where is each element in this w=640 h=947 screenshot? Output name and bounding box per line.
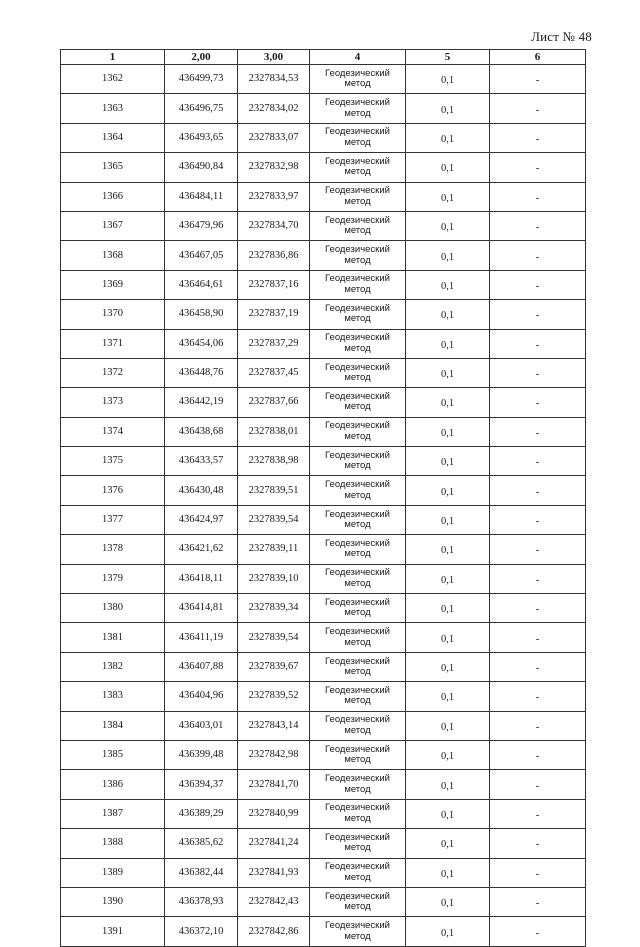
- method-text-line-1: Геодезический: [325, 596, 390, 608]
- note-cell: -: [490, 770, 586, 799]
- y-coordinate-cell: 2327832,98: [238, 153, 310, 182]
- x-coordinate-cell: 436382,44: [165, 858, 238, 887]
- method-text-line-2: метод: [344, 342, 371, 354]
- x-coordinate-cell: 436404,96: [165, 682, 238, 711]
- accuracy-cell: 0,1: [406, 740, 490, 769]
- table-row: [61, 505, 586, 534]
- method-text-line-2: метод: [344, 401, 371, 413]
- table-row: [61, 65, 586, 94]
- table-row: [61, 417, 586, 446]
- method-text-line-1: Геодезический: [325, 567, 390, 579]
- accuracy-cell: 0,1: [406, 358, 490, 387]
- x-coordinate-cell: 436385,62: [165, 829, 238, 858]
- table-row: [61, 594, 586, 623]
- method-cell: [310, 917, 406, 946]
- note-cell: -: [490, 740, 586, 769]
- x-coordinate-cell: 436496,75: [165, 94, 238, 123]
- point-number-cell: 1371: [61, 329, 165, 358]
- method-text-line-1: Геодезический: [325, 890, 390, 902]
- table-row: [61, 623, 586, 652]
- method-cell: [310, 447, 406, 476]
- note-cell: -: [490, 388, 586, 417]
- method-text-line-2: метод: [344, 577, 371, 589]
- point-number-cell: 1384: [61, 711, 165, 740]
- point-number-cell: 1373: [61, 388, 165, 417]
- method-cell: [310, 887, 406, 916]
- method-text-line-2: метод: [344, 107, 371, 119]
- method-cell: [310, 770, 406, 799]
- accuracy-cell: 0,1: [406, 182, 490, 211]
- point-number-cell: 1364: [61, 123, 165, 152]
- note-cell: -: [490, 917, 586, 946]
- table-row: [61, 241, 586, 270]
- method-cell: [310, 476, 406, 505]
- accuracy-cell: 0,1: [406, 917, 490, 946]
- note-cell: -: [490, 887, 586, 916]
- y-coordinate-cell: 2327841,24: [238, 829, 310, 858]
- table-row: [61, 652, 586, 681]
- x-coordinate-cell: 436394,37: [165, 770, 238, 799]
- method-text-line-2: метод: [344, 812, 371, 824]
- header-col-4: 4: [310, 50, 406, 65]
- table-row: [61, 123, 586, 152]
- accuracy-cell: 0,1: [406, 887, 490, 916]
- note-cell: -: [490, 799, 586, 828]
- x-coordinate-cell: 436378,93: [165, 887, 238, 916]
- note-cell: -: [490, 65, 586, 94]
- x-coordinate-cell: 436448,76: [165, 358, 238, 387]
- note-cell: -: [490, 623, 586, 652]
- note-cell: -: [490, 652, 586, 681]
- method-text-line-1: Геодезический: [325, 802, 390, 814]
- table-row: [61, 711, 586, 740]
- point-number-cell: 1367: [61, 211, 165, 240]
- header-col-3: 3,00: [238, 50, 310, 65]
- accuracy-cell: 0,1: [406, 623, 490, 652]
- x-coordinate-cell: 436372,10: [165, 917, 238, 946]
- method-text-line-2: метод: [344, 783, 371, 795]
- table-row: [61, 476, 586, 505]
- y-coordinate-cell: 2327837,66: [238, 388, 310, 417]
- x-coordinate-cell: 436403,01: [165, 711, 238, 740]
- y-coordinate-cell: 2327840,99: [238, 799, 310, 828]
- method-text-line-2: метод: [344, 548, 371, 560]
- method-cell: [310, 94, 406, 123]
- method-text-line-2: метод: [344, 313, 371, 325]
- method-text-line-2: метод: [344, 842, 371, 854]
- y-coordinate-cell: 2327834,70: [238, 211, 310, 240]
- x-coordinate-cell: 436438,68: [165, 417, 238, 446]
- note-cell: -: [490, 182, 586, 211]
- method-cell: [310, 182, 406, 211]
- note-cell: -: [490, 94, 586, 123]
- method-cell: [310, 329, 406, 358]
- table-row: [61, 917, 586, 946]
- note-cell: -: [490, 711, 586, 740]
- method-text-line-1: Геодезический: [325, 684, 390, 696]
- method-cell: [310, 711, 406, 740]
- point-number-cell: 1369: [61, 270, 165, 299]
- method-text-line-2: метод: [344, 901, 371, 913]
- x-coordinate-cell: 436499,73: [165, 65, 238, 94]
- method-text-line-1: Геодезический: [325, 67, 390, 79]
- x-coordinate-cell: 436464,61: [165, 270, 238, 299]
- point-number-cell: 1387: [61, 799, 165, 828]
- method-text-line-1: Геодезический: [325, 479, 390, 491]
- header-col-6: 6: [490, 50, 586, 65]
- x-coordinate-cell: 436493,65: [165, 123, 238, 152]
- method-cell: [310, 829, 406, 858]
- table-row: [61, 182, 586, 211]
- point-number-cell: 1365: [61, 153, 165, 182]
- x-coordinate-cell: 436458,90: [165, 300, 238, 329]
- x-coordinate-cell: 436418,11: [165, 564, 238, 593]
- note-cell: -: [490, 270, 586, 299]
- note-cell: -: [490, 829, 586, 858]
- note-cell: -: [490, 564, 586, 593]
- method-text-line-1: Геодезический: [325, 537, 390, 549]
- point-number-cell: 1368: [61, 241, 165, 270]
- y-coordinate-cell: 2327839,11: [238, 535, 310, 564]
- accuracy-cell: 0,1: [406, 211, 490, 240]
- point-number-cell: 1366: [61, 182, 165, 211]
- method-text-line-2: метод: [344, 430, 371, 442]
- method-text-line-2: метод: [344, 372, 371, 384]
- point-number-cell: 1376: [61, 476, 165, 505]
- x-coordinate-cell: 436411,19: [165, 623, 238, 652]
- accuracy-cell: 0,1: [406, 564, 490, 593]
- point-number-cell: 1389: [61, 858, 165, 887]
- accuracy-cell: 0,1: [406, 535, 490, 564]
- method-text-line-2: метод: [344, 930, 371, 942]
- method-cell: [310, 682, 406, 711]
- point-number-cell: 1381: [61, 623, 165, 652]
- x-coordinate-cell: 436430,48: [165, 476, 238, 505]
- note-cell: -: [490, 241, 586, 270]
- accuracy-cell: 0,1: [406, 682, 490, 711]
- x-coordinate-cell: 436399,48: [165, 740, 238, 769]
- method-text-line-1: Геодезический: [325, 449, 390, 461]
- method-text-line-2: метод: [344, 871, 371, 883]
- table-row: [61, 329, 586, 358]
- note-cell: -: [490, 300, 586, 329]
- method-text-line-2: метод: [344, 695, 371, 707]
- method-cell: [310, 652, 406, 681]
- method-text-line-2: метод: [344, 754, 371, 766]
- point-number-cell: 1378: [61, 535, 165, 564]
- point-number-cell: 1390: [61, 887, 165, 916]
- accuracy-cell: 0,1: [406, 417, 490, 446]
- x-coordinate-cell: 436484,11: [165, 182, 238, 211]
- y-coordinate-cell: 2327841,93: [238, 858, 310, 887]
- y-coordinate-cell: 2327833,97: [238, 182, 310, 211]
- method-text-line-2: метод: [344, 166, 371, 178]
- method-text-line-1: Геодезический: [325, 743, 390, 755]
- method-text-line-1: Геодезический: [325, 508, 390, 520]
- accuracy-cell: 0,1: [406, 652, 490, 681]
- method-text-line-2: метод: [344, 519, 371, 531]
- accuracy-cell: 0,1: [406, 329, 490, 358]
- x-coordinate-cell: 436407,88: [165, 652, 238, 681]
- point-number-cell: 1363: [61, 94, 165, 123]
- note-cell: -: [490, 476, 586, 505]
- table-row: [61, 270, 586, 299]
- method-text-line-2: метод: [344, 136, 371, 148]
- table-row: [61, 682, 586, 711]
- method-text-line-1: Геодезический: [325, 97, 390, 109]
- note-cell: -: [490, 682, 586, 711]
- method-cell: [310, 505, 406, 534]
- y-coordinate-cell: 2327842,43: [238, 887, 310, 916]
- table-row: [61, 211, 586, 240]
- point-number-cell: 1386: [61, 770, 165, 799]
- y-coordinate-cell: 2327842,86: [238, 917, 310, 946]
- y-coordinate-cell: 2327839,34: [238, 594, 310, 623]
- method-cell: [310, 241, 406, 270]
- note-cell: -: [490, 123, 586, 152]
- method-cell: [310, 65, 406, 94]
- accuracy-cell: 0,1: [406, 270, 490, 299]
- table-row: [61, 358, 586, 387]
- y-coordinate-cell: 2327839,67: [238, 652, 310, 681]
- y-coordinate-cell: 2327837,45: [238, 358, 310, 387]
- y-coordinate-cell: 2327839,54: [238, 623, 310, 652]
- note-cell: -: [490, 505, 586, 534]
- point-number-cell: 1388: [61, 829, 165, 858]
- y-coordinate-cell: 2327838,01: [238, 417, 310, 446]
- point-number-cell: 1391: [61, 917, 165, 946]
- method-text-line-1: Геодезический: [325, 244, 390, 256]
- x-coordinate-cell: 436424,97: [165, 505, 238, 534]
- table-row: [61, 740, 586, 769]
- y-coordinate-cell: 2327837,19: [238, 300, 310, 329]
- method-text-line-1: Геодезический: [325, 302, 390, 314]
- method-text-line-2: метод: [344, 460, 371, 472]
- y-coordinate-cell: 2327836,86: [238, 241, 310, 270]
- coordinates-table: [60, 49, 586, 947]
- point-number-cell: 1374: [61, 417, 165, 446]
- table-row: [61, 388, 586, 417]
- accuracy-cell: 0,1: [406, 388, 490, 417]
- method-text-line-1: Геодезический: [325, 361, 390, 373]
- note-cell: -: [490, 211, 586, 240]
- method-cell: [310, 858, 406, 887]
- point-number-cell: 1379: [61, 564, 165, 593]
- x-coordinate-cell: 436389,29: [165, 799, 238, 828]
- method-cell: [310, 270, 406, 299]
- sheet-number-label: Лист № 48: [531, 29, 592, 44]
- method-text-line-1: Геодезический: [325, 714, 390, 726]
- method-cell: [310, 594, 406, 623]
- method-text-line-1: Геодезический: [325, 920, 390, 932]
- accuracy-cell: 0,1: [406, 300, 490, 329]
- method-cell: [310, 388, 406, 417]
- method-text-line-1: Геодезический: [325, 155, 390, 167]
- accuracy-cell: 0,1: [406, 153, 490, 182]
- table-row: [61, 153, 586, 182]
- y-coordinate-cell: 2327839,54: [238, 505, 310, 534]
- accuracy-cell: 0,1: [406, 594, 490, 623]
- method-text-line-2: метод: [344, 636, 371, 648]
- point-number-cell: 1380: [61, 594, 165, 623]
- y-coordinate-cell: 2327839,10: [238, 564, 310, 593]
- method-text-line-2: метод: [344, 666, 371, 677]
- x-coordinate-cell: 436414,81: [165, 594, 238, 623]
- point-number-cell: 1375: [61, 447, 165, 476]
- x-coordinate-cell: 436433,57: [165, 447, 238, 476]
- accuracy-cell: 0,1: [406, 476, 490, 505]
- accuracy-cell: 0,1: [406, 505, 490, 534]
- method-text-line-2: метод: [344, 225, 371, 237]
- x-coordinate-cell: 436490,84: [165, 153, 238, 182]
- note-cell: -: [490, 858, 586, 887]
- note-cell: -: [490, 153, 586, 182]
- method-text-line-1: Геодезический: [325, 185, 390, 197]
- point-number-cell: 1385: [61, 740, 165, 769]
- method-text-line-1: Геодезический: [325, 861, 390, 873]
- table-header: [61, 50, 586, 65]
- y-coordinate-cell: 2327839,51: [238, 476, 310, 505]
- y-coordinate-cell: 2327834,02: [238, 94, 310, 123]
- y-coordinate-cell: 2327834,53: [238, 65, 310, 94]
- method-text-line-2: метод: [344, 195, 371, 207]
- method-text-line-1: Геодезический: [325, 773, 390, 785]
- note-cell: -: [490, 535, 586, 564]
- method-text-line-1: Геодезический: [325, 420, 390, 432]
- accuracy-cell: 0,1: [406, 447, 490, 476]
- method-text-line-1: Геодезический: [325, 126, 390, 138]
- header-col-1: 1: [61, 50, 165, 65]
- method-cell: [310, 564, 406, 593]
- table-row: [61, 770, 586, 799]
- method-text-line-2: метод: [344, 78, 371, 90]
- accuracy-cell: 0,1: [406, 65, 490, 94]
- table-row: [61, 564, 586, 593]
- table-row: [61, 535, 586, 564]
- y-coordinate-cell: 2327833,07: [238, 123, 310, 152]
- method-cell: [310, 740, 406, 769]
- y-coordinate-cell: 2327842,98: [238, 740, 310, 769]
- table-row: [61, 94, 586, 123]
- y-coordinate-cell: 2327837,16: [238, 270, 310, 299]
- table-row: [61, 829, 586, 858]
- note-cell: -: [490, 417, 586, 446]
- point-number-cell: 1383: [61, 682, 165, 711]
- method-text-line-2: метод: [344, 283, 371, 295]
- accuracy-cell: 0,1: [406, 799, 490, 828]
- method-cell: [310, 123, 406, 152]
- y-coordinate-cell: 2327839,52: [238, 682, 310, 711]
- table-row: [61, 799, 586, 828]
- method-text-line-1: Геодезический: [325, 626, 390, 638]
- method-cell: [310, 358, 406, 387]
- method-text-line-2: метод: [344, 724, 371, 736]
- method-cell: [310, 799, 406, 828]
- accuracy-cell: 0,1: [406, 858, 490, 887]
- method-text-line-1: Геодезический: [325, 831, 390, 843]
- method-text-line-1: Геодезический: [325, 390, 390, 402]
- note-cell: -: [490, 447, 586, 476]
- method-text-line-2: метод: [344, 489, 371, 501]
- method-text-line-1: Геодезический: [325, 332, 390, 344]
- x-coordinate-cell: 436421,62: [165, 535, 238, 564]
- x-coordinate-cell: 436467,05: [165, 241, 238, 270]
- table-row: [61, 858, 586, 887]
- method-cell: [310, 417, 406, 446]
- point-number-cell: 1370: [61, 300, 165, 329]
- accuracy-cell: 0,1: [406, 123, 490, 152]
- point-number-cell: 1362: [61, 65, 165, 94]
- accuracy-cell: 0,1: [406, 829, 490, 858]
- header-col-2: 2,00: [165, 50, 238, 65]
- accuracy-cell: 0,1: [406, 711, 490, 740]
- method-cell: [310, 535, 406, 564]
- method-cell: [310, 623, 406, 652]
- method-text-line-1: Геодезический: [325, 655, 390, 667]
- table-row: [61, 447, 586, 476]
- note-cell: -: [490, 594, 586, 623]
- y-coordinate-cell: 2327837,29: [238, 329, 310, 358]
- accuracy-cell: 0,1: [406, 94, 490, 123]
- x-coordinate-cell: 436442,19: [165, 388, 238, 417]
- method-cell: [310, 153, 406, 182]
- header-col-5: 5: [406, 50, 490, 65]
- table-body: [61, 65, 586, 947]
- x-coordinate-cell: 436479,96: [165, 211, 238, 240]
- accuracy-cell: 0,1: [406, 770, 490, 799]
- method-text-line-2: метод: [344, 254, 371, 266]
- point-number-cell: 1372: [61, 358, 165, 387]
- method-text-line-1: Геодезический: [325, 214, 390, 226]
- point-number-cell: 1377: [61, 505, 165, 534]
- method-cell: [310, 211, 406, 240]
- y-coordinate-cell: 2327838,98: [238, 447, 310, 476]
- note-cell: -: [490, 329, 586, 358]
- header-row: [61, 50, 586, 65]
- x-coordinate-cell: 436454,06: [165, 329, 238, 358]
- point-number-cell: 1382: [61, 652, 165, 681]
- y-coordinate-cell: 2327843,14: [238, 711, 310, 740]
- note-cell: -: [490, 358, 586, 387]
- accuracy-cell: 0,1: [406, 241, 490, 270]
- method-cell: [310, 300, 406, 329]
- table-row: [61, 300, 586, 329]
- method-text-line-2: метод: [344, 607, 371, 619]
- y-coordinate-cell: 2327841,70: [238, 770, 310, 799]
- table-row: [61, 887, 586, 916]
- method-text-line-1: Геодезический: [325, 273, 390, 285]
